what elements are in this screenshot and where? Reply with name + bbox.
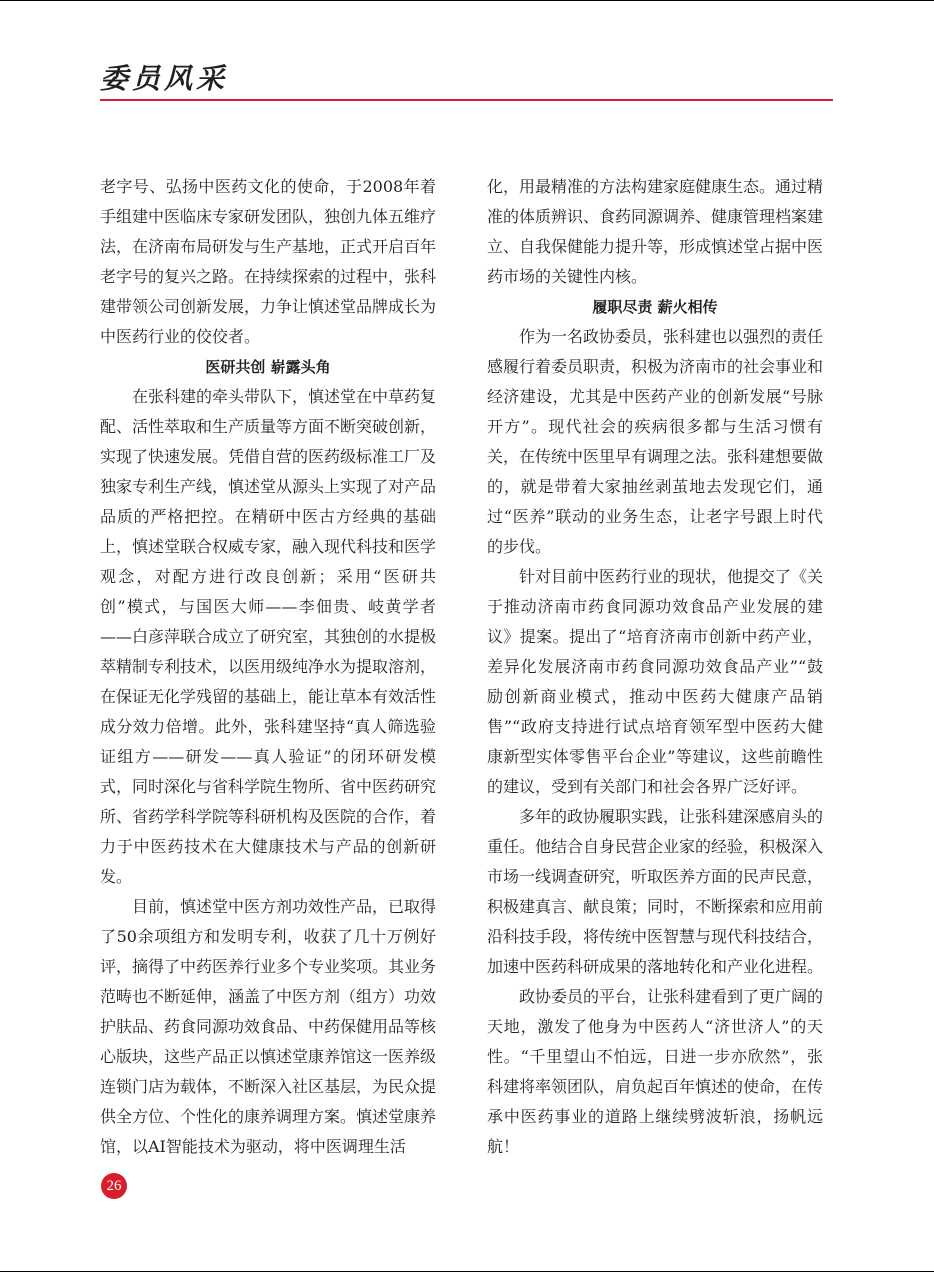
right-column: [487, 172, 823, 1162]
header-rule: [100, 99, 833, 101]
left-paragraph-1: 老字号、弘扬中医药文化的使命，于2008年着手组建中医临床专家研发团队，独创九体五维疗法，在济南布局研发与生产基地，正式开启百年老字号的复兴之路。在持续探索的过程中，张科建带领公司创新发展，力争让慎述堂品牌成长为中医药行业的佼佼者。: [100, 177, 437, 346]
section-title: 委员风采: [100, 62, 229, 95]
right-paragraph-2: 作为一名政协委员，张科建也以强烈的责任感履行着委员职责，积极为济南市的社会事业和经济建设，尤其是中医药产业的创新发展“号脉开方”。现代社会的疾病很多都与生活习惯有关，在传统中医里早有调理之法。张科建想要做的，就是带着大家抽丝剥茧地去发现它们，通过“医养”联动的业务生态，让老字号跟上时代的步伐。: [487, 327, 824, 556]
right-paragraph-4: 多年的政协履职实践，让张科建深感肩头的重任。他结合自身民营企业家的经验，积极深入市场一线调查研究，听取医养方面的民声民意，积极建真言、献良策；同时，不断探索和应用前沿科技手段，将传统中医智慧与现代科技结合，加速中医药科研成果的落地转化和产业化进程。: [487, 807, 824, 976]
left-paragraph-2: 在张科建的牵头带队下，慎述堂在中草药复配、活性萃取和生产质量等方面不断突破创新，实现了快速发展。凭借自营的医药级标准工厂及独家专利生产线，慎述堂从源头上实现了对产品品质的严格把控。在精研中医古方经典的基础上，慎述堂联合权威专家，融入现代科技和医学观念，对配方进行改良创新；采用“医研共创”模式，与国医大师——李佃贵、岐黄学者——白彦萍联合成立了研究室，其独创的水提极萃精制专利技术，以医用级纯净水为提取溶剂，在保证无化学残留的基础上，能让草本有效活性成分效力倍增。此外，张科建坚持“真人筛选验证组方——研发——真人验证”的闭环研发模式，同时深化与省科学院生物所、省中医药研究所、省药学科学院等科研机构及医院的合作，着力于中医药技术在大健康技术与产品的创新研发。: [100, 387, 437, 886]
right-paragraph-3: 针对目前中医药行业的现状，他提交了《关于推动济南市药食同源功效食品产业发展的建议》提案。提出了“培育济南市创新中药产业，差异化发展济南市药食同源功效食品产业”“鼓励创新商业模式，推动中医药大健康产品销售”“政府支持进行试点培育领军型中医药大健康新型实体零售平台企业”等建议，这些前瞻性的建议，受到有关部门和社会各界广泛好评。: [487, 567, 824, 796]
left-paragraph-3: 目前，慎述堂中医方剂功效性产品，已取得了50余项组方和发明专利，收获了几十万例好评，摘得了中药医养行业多个专业奖项。其业务范畴也不断延伸，涵盖了中医方剂（组方）功效护肤品、药食同源功效食品、中药保健用品等核心版块，这些产品正以慎述堂康养馆这一医养级连锁门店为载体，不断深入社区基层，为民众提供全方位、个性化的康养调理方案。慎述堂康养馆，以AI智能技术为驱动，将中医调理生活: [100, 897, 437, 1156]
right-paragraph-1: 化，用最精准的方法构建家庭健康生态。通过精准的体质辨识、食药同源调养、健康管理档案建立、自我保健能力提升等，形成慎述堂占据中医药市场的关键性内核。: [487, 177, 824, 286]
left-column: [100, 172, 436, 1162]
subheading-1: 医研共创 崭露头角: [205, 358, 331, 376]
right-paragraph-5: 政协委员的平台，让张科建看到了更广阔的天地，激发了他身为中医药人“济世济人”的天性。“千里望山不怕远，日进一步亦欣然”，张科建将率领团队，肩负起百年慎述的使命，在传承中医药事业的道路上继续劈波斩浪，扬帆远航！: [487, 987, 824, 1156]
subheading-2: 履职尽责 薪火相传: [592, 298, 718, 316]
bottom-crop-rule: [0, 1271, 934, 1272]
top-crop-rule: [0, 0, 934, 1]
page-number-badge: 26: [101, 1173, 127, 1199]
